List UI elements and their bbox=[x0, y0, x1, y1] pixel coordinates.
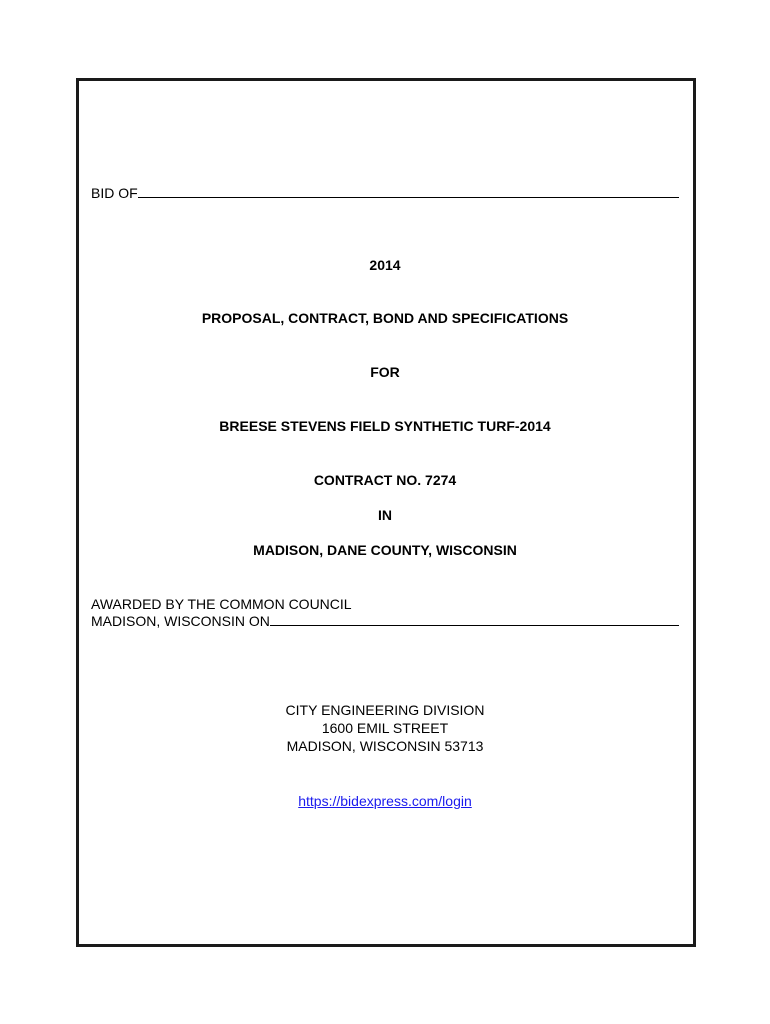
bid-of-blank-line bbox=[138, 185, 679, 198]
login-link-row bbox=[0, 793, 770, 809]
division-name: CITY ENGINEERING DIVISION bbox=[285, 702, 485, 718]
project-name: BREESE STEVENS FIELD SYNTHETIC TURF-2014 bbox=[219, 418, 551, 434]
location-heading: MADISON, DANE COUNTY, WISCONSIN bbox=[253, 542, 517, 558]
street-address: 1600 EMIL STREET bbox=[321, 720, 449, 736]
city-state-zip: MADISON, WISCONSIN 53713 bbox=[286, 738, 484, 754]
for-label: FOR bbox=[370, 364, 400, 380]
awarded-line-2: MADISON, WISCONSIN ON bbox=[91, 613, 270, 629]
awarded-on-row bbox=[91, 613, 679, 629]
bid-of-label: BID OF bbox=[91, 185, 138, 201]
bid-of-row bbox=[91, 185, 679, 201]
in-label: IN bbox=[378, 507, 392, 523]
award-date-blank-line bbox=[270, 613, 679, 626]
bidexpress-login-link[interactable]: https://bidexpress.com/login bbox=[298, 793, 472, 809]
proposal-title: PROPOSAL, CONTRACT, BOND AND SPECIFICATIONS bbox=[201, 310, 569, 326]
year-heading: 2014 bbox=[369, 257, 401, 273]
contract-number: CONTRACT NO. 7274 bbox=[313, 472, 457, 488]
awarded-line-1: AWARDED BY THE COMMON COUNCIL bbox=[91, 596, 352, 612]
